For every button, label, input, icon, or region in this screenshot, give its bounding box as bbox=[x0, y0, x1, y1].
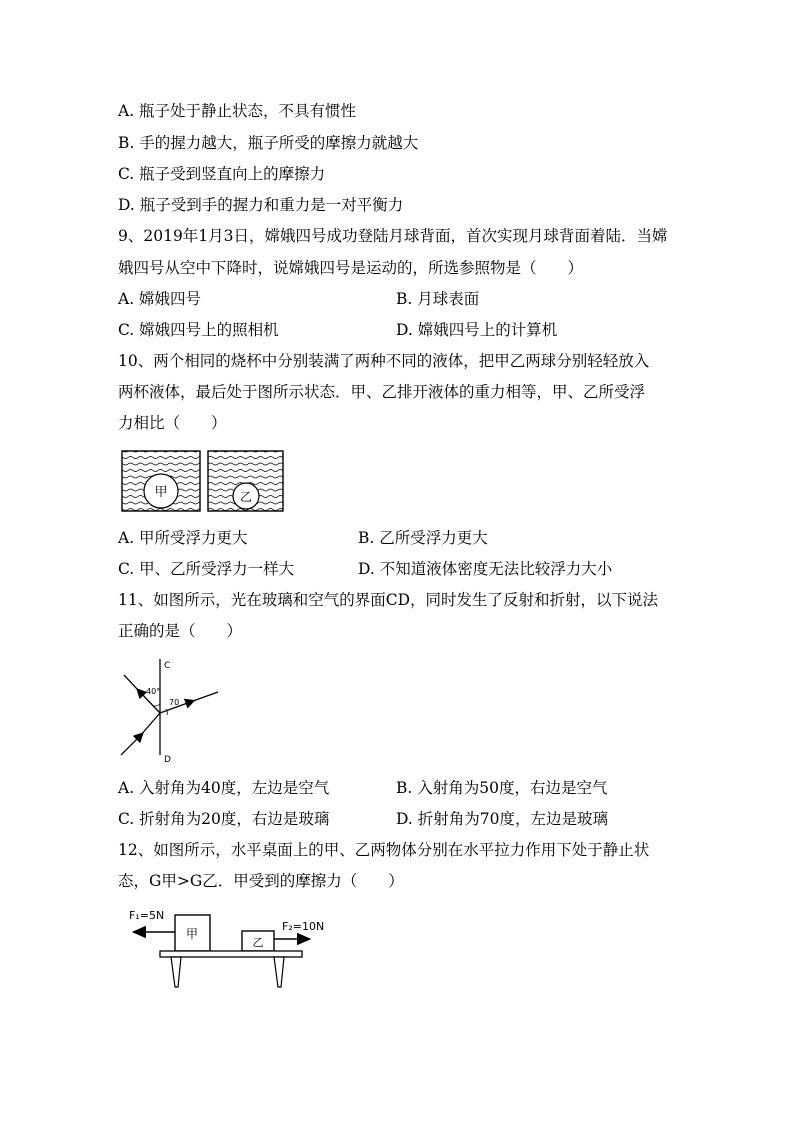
q10-beakers-figure bbox=[118, 448, 288, 516]
angle-70-label: 70 bbox=[169, 698, 180, 707]
q10-option-d: D. 不知道液体密度无法比较浮力大小 bbox=[358, 560, 613, 578]
q10-stem-line3: 力相比（ ） bbox=[118, 414, 227, 432]
q11-stem-line1: 11、如图所示，光在玻璃和空气的界面CD，同时发生了反射和折射，以下说法 bbox=[118, 591, 659, 609]
q9-option-d: D. 嫦娥四号上的计算机 bbox=[396, 321, 558, 339]
force-f1-label: F₁=5N bbox=[129, 909, 165, 922]
q10-stem-line1: 10、两个相同的烧杯中分别装满了两种不同的液体，把甲乙两球分别轻轻放入 bbox=[118, 352, 650, 370]
box-yi-label: 乙 bbox=[252, 936, 264, 949]
beaker-left bbox=[122, 451, 200, 511]
ball-jia-label: 甲 bbox=[154, 485, 168, 500]
box-jia-label: 甲 bbox=[185, 927, 199, 941]
q8-option-b: B. 手的握力越大，瓶子所受的摩擦力就越大 bbox=[118, 134, 419, 152]
q12-stem-line2: 态，G甲>G乙．甲受到的摩擦力（ ） bbox=[118, 872, 404, 890]
table-top bbox=[160, 951, 302, 957]
table-leg-right bbox=[274, 957, 284, 987]
q8-option-d: D. 瓶子受到手的握力和重力是一对平衡力 bbox=[118, 196, 404, 214]
force-f2-label: F₂=10N bbox=[282, 920, 325, 933]
q9-option-c: C. 嫦娥四号上的照相机 bbox=[118, 321, 279, 339]
label-c: C bbox=[164, 661, 171, 671]
beaker-right bbox=[208, 451, 283, 511]
q10-stem-line2: 两杯液体，最后处于图所示状态．甲、乙排开液体的重力相等，甲、乙所受浮 bbox=[118, 383, 646, 401]
ray-lower-left bbox=[121, 734, 142, 755]
q9-option-b: B. 月球表面 bbox=[396, 290, 480, 308]
q8-option-c: C. 瓶子受到竖直向上的摩擦力 bbox=[118, 165, 326, 183]
q9-stem-line2: 娥四号从空中下降时，说嫦娥四号是运动的，所选参照物是（ ） bbox=[118, 259, 584, 277]
q12-stem-line1: 12、如图所示，水平桌面上的甲、乙两物体分别在水平拉力作用下处于静止状 bbox=[118, 841, 650, 859]
q11-stem-line2: 正确的是（ ） bbox=[118, 622, 243, 640]
q10-option-a: A. 甲所受浮力更大 bbox=[118, 529, 248, 547]
q11-option-a: A. 入射角为40度，左边是空气 bbox=[118, 779, 330, 797]
q10-option-b: B. 乙所受浮力更大 bbox=[358, 529, 488, 547]
q9-option-a: A. 嫦娥四号 bbox=[118, 290, 202, 308]
q9-stem-line1: 9、2019年1月3日，嫦娥四号成功登陆月球背面，首次实现月球背面着陆．当嫦 bbox=[118, 227, 668, 245]
q11-option-b: B. 入射角为50度，右边是空气 bbox=[396, 779, 608, 797]
q12-table-forces-figure bbox=[125, 905, 325, 991]
label-d: D bbox=[164, 755, 171, 765]
q10-option-c: C. 甲、乙所受浮力一样大 bbox=[118, 560, 295, 578]
table-leg-left bbox=[171, 957, 181, 987]
angle-40-label: 40° bbox=[146, 687, 161, 696]
q8-option-a: A. 瓶子处于静止状态，不具有惯性 bbox=[118, 102, 357, 120]
q11-option-c: C. 折射角为20度，右边是玻璃 bbox=[118, 810, 330, 828]
ball-yi-label: 乙 bbox=[239, 490, 253, 504]
q11-light-refraction-figure bbox=[118, 655, 228, 767]
q11-option-d: D. 折射角为70度，左边是玻璃 bbox=[396, 810, 608, 828]
